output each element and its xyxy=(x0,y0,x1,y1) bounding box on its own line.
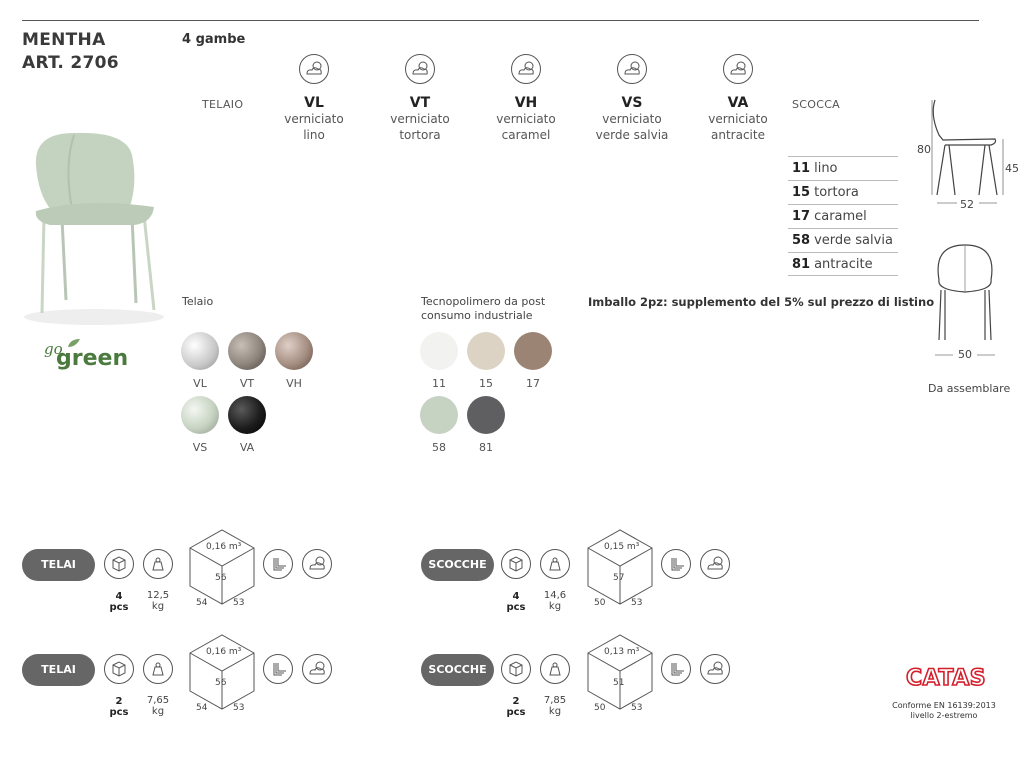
outdoor-weather-icon xyxy=(511,54,541,84)
package-height: 57 xyxy=(613,573,625,583)
package-weight: 12,5 xyxy=(146,590,170,601)
package-qty: 4 xyxy=(512,591,520,602)
catas-logo: CATAS xyxy=(906,666,987,691)
dimension-height: 80 xyxy=(917,143,931,156)
swatch-11 xyxy=(420,332,458,370)
outdoor-weather-icon xyxy=(617,54,647,84)
stack-icon xyxy=(661,549,691,579)
weight-icon xyxy=(540,654,570,684)
package-unit: pcs xyxy=(506,602,526,613)
frame-swatches-title: Telaio xyxy=(182,295,214,308)
dimension-width: 50 xyxy=(958,348,972,361)
swatch-vh xyxy=(275,332,313,370)
go-green-logo-green: green xyxy=(56,346,129,371)
frame-label: TELAIO xyxy=(202,98,244,111)
package-scocche-pill: SCOCCHE xyxy=(421,549,494,581)
shell-swatches-title-2: consumo industriale xyxy=(421,309,533,322)
list-item: 11 lino xyxy=(788,156,898,180)
package-weight: 7,65 xyxy=(146,695,170,706)
package-height: 56 xyxy=(215,678,227,688)
stack-icon xyxy=(263,549,293,579)
package-width: 53 xyxy=(631,703,643,713)
shell-list xyxy=(788,156,898,276)
package-scocche-pill: SCOCCHE xyxy=(421,654,494,686)
outdoor-weather-icon xyxy=(405,54,435,84)
box-icon xyxy=(501,654,531,684)
package-box-drawing xyxy=(188,633,256,713)
swatch-label: VS xyxy=(192,441,208,454)
shell-swatches-title-1: Tecnopolimero da post xyxy=(421,295,546,308)
swatch-15 xyxy=(467,332,505,370)
certification-line2: livello 2-estremo xyxy=(910,711,978,720)
package-box-drawing xyxy=(188,528,256,608)
finish-vs: VS verniciato verde salvia xyxy=(595,95,669,142)
swatch-81 xyxy=(467,396,505,434)
finish-vt: VT verniciato tortora xyxy=(390,95,450,142)
swatch-label: VT xyxy=(239,377,255,390)
outdoor-weather-icon xyxy=(299,54,329,84)
package-weight-unit: kg xyxy=(548,601,562,612)
swatch-label: 11 xyxy=(432,377,446,390)
swatch-label: 17 xyxy=(526,377,540,390)
package-weight-unit: kg xyxy=(548,706,562,717)
outdoor-weather-icon xyxy=(302,549,332,579)
package-volume: 0,15 m³ xyxy=(604,542,640,552)
swatch-label: 58 xyxy=(432,441,446,454)
dimension-depth: 52 xyxy=(960,198,974,211)
package-width: 53 xyxy=(233,598,245,608)
product-name: MENTHA xyxy=(22,30,106,50)
finish-va: VA verniciato antracite xyxy=(708,95,768,142)
swatch-17 xyxy=(514,332,552,370)
chair-illustration xyxy=(14,125,164,330)
package-box-drawing xyxy=(586,633,654,713)
dimension-seat: 45 xyxy=(1005,162,1019,175)
list-item: 81 antracite xyxy=(788,252,898,276)
swatch-va xyxy=(228,396,266,434)
swatch-label: 15 xyxy=(479,377,493,390)
package-weight-unit: kg xyxy=(151,601,165,612)
package-length: 50 xyxy=(594,598,606,608)
outdoor-weather-icon xyxy=(700,549,730,579)
weight-icon xyxy=(540,549,570,579)
package-unit: pcs xyxy=(109,602,129,613)
outdoor-weather-icon xyxy=(302,654,332,684)
package-qty: 2 xyxy=(512,696,520,707)
certification-line1: Conforme EN 16139:2013 xyxy=(892,701,996,710)
swatch-label: 81 xyxy=(479,441,493,454)
finish-vl: VL verniciato lino xyxy=(284,95,344,142)
package-qty: 4 xyxy=(115,591,123,602)
swatch-vs xyxy=(181,396,219,434)
weight-icon xyxy=(143,549,173,579)
package-telai-pill: TELAI xyxy=(22,549,95,581)
package-height: 56 xyxy=(215,573,227,583)
package-telai-pill: TELAI xyxy=(22,654,95,686)
article-number: ART. 2706 xyxy=(22,53,119,73)
shell-label: SCOCCA xyxy=(792,98,841,111)
package-volume: 0,13 m³ xyxy=(604,647,640,657)
box-icon xyxy=(104,654,134,684)
package-width: 53 xyxy=(233,703,245,713)
leaf-icon xyxy=(66,337,82,349)
stack-icon xyxy=(661,654,691,684)
package-width: 53 xyxy=(631,598,643,608)
package-volume: 0,16 m³ xyxy=(206,647,242,657)
legs-label: 4 gambe xyxy=(182,32,246,47)
package-weight: 14,6 xyxy=(543,590,567,601)
list-item: 15 tortora xyxy=(788,180,898,204)
box-icon xyxy=(501,549,531,579)
package-length: 54 xyxy=(196,598,208,608)
swatch-label: VH xyxy=(286,377,302,390)
package-qty: 2 xyxy=(115,696,123,707)
swatch-vt xyxy=(228,332,266,370)
package-length: 54 xyxy=(196,703,208,713)
package-unit: pcs xyxy=(506,707,526,718)
weight-icon xyxy=(143,654,173,684)
package-weight-unit: kg xyxy=(151,706,165,717)
finish-vh: VH verniciato caramel xyxy=(496,95,556,142)
outdoor-weather-icon xyxy=(723,54,753,84)
swatch-label: VL xyxy=(193,377,207,390)
package-weight: 7,85 xyxy=(543,695,567,706)
list-item: 58 verde salvia xyxy=(788,228,898,252)
swatch-vl xyxy=(181,332,219,370)
package-volume: 0,16 m³ xyxy=(206,542,242,552)
top-rule xyxy=(22,20,979,21)
list-item: 17 caramel xyxy=(788,204,898,228)
assembly-note: Da assemblare xyxy=(928,382,1011,395)
package-box-drawing xyxy=(586,528,654,608)
packing-note: Imballo 2pz: supplemento del 5% sul prezzo di listino xyxy=(588,295,935,309)
package-length: 50 xyxy=(594,703,606,713)
package-height: 51 xyxy=(613,678,625,688)
outdoor-weather-icon xyxy=(700,654,730,684)
stack-icon xyxy=(263,654,293,684)
go-green-logo-go: go xyxy=(44,340,63,358)
box-icon xyxy=(104,549,134,579)
swatch-58 xyxy=(420,396,458,434)
front-view-drawing xyxy=(925,240,1005,345)
swatch-label: VA xyxy=(239,441,255,454)
package-unit: pcs xyxy=(109,707,129,718)
